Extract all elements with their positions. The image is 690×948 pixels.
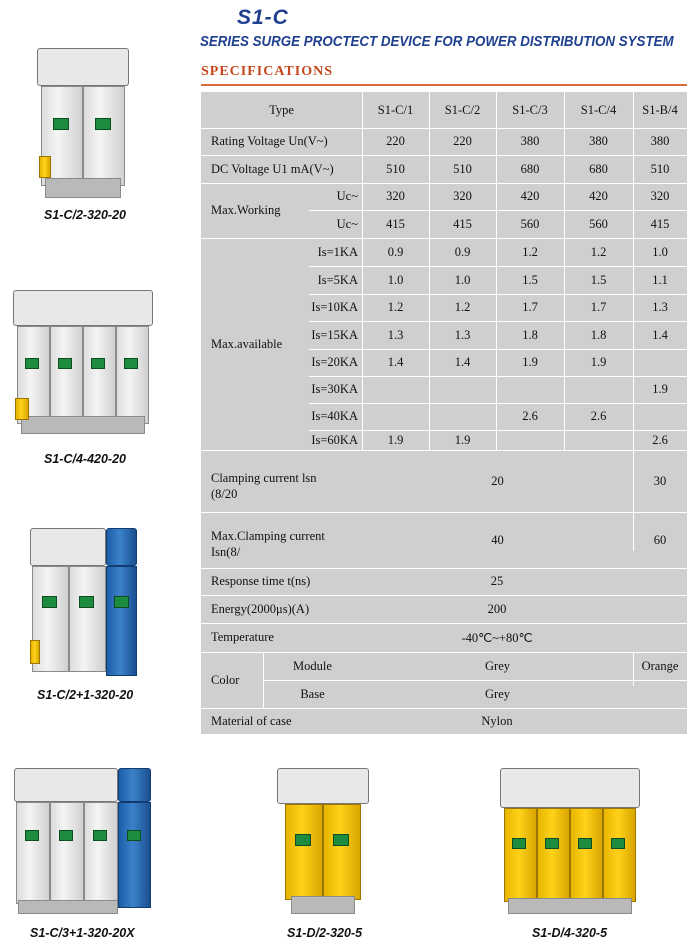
max-clamping-value: 40 bbox=[491, 532, 504, 547]
indicator-window bbox=[545, 838, 559, 849]
table-cell: 510 bbox=[386, 161, 405, 176]
clamping-label-unit: (8/20 bbox=[211, 486, 238, 501]
clamping-value-last: 30 bbox=[653, 473, 667, 488]
table-cell: 1.9 bbox=[387, 432, 404, 447]
table-cell: 0.9 bbox=[454, 244, 471, 259]
table-cell: 1.7 bbox=[522, 300, 538, 314]
table-cell: 560 bbox=[520, 216, 540, 231]
terminal-block bbox=[13, 290, 153, 326]
product-caption: S1-C/2-320-20 bbox=[44, 208, 126, 222]
base-rail bbox=[21, 416, 145, 434]
indicator-window bbox=[93, 830, 107, 841]
table-cell bbox=[362, 376, 429, 403]
table-cell: 1.3 bbox=[387, 327, 404, 342]
row-sublabel: Is=20KA bbox=[311, 355, 358, 369]
terminal-block bbox=[14, 768, 118, 802]
color-module-label: Module bbox=[293, 658, 332, 673]
product-caption: S1-C/2+1-320-20 bbox=[37, 688, 134, 702]
table-cell: 560 bbox=[589, 216, 608, 231]
table-cell: 1.4 bbox=[387, 355, 404, 369]
indicator-window bbox=[578, 838, 592, 849]
table-cell: 1.7 bbox=[590, 300, 607, 314]
product-image bbox=[277, 768, 369, 916]
module bbox=[83, 86, 125, 186]
temperature-value: -40℃~+80℃ bbox=[461, 630, 533, 645]
indicator-window bbox=[91, 358, 105, 369]
terminal-block bbox=[277, 768, 369, 804]
table-cell: 380 bbox=[650, 134, 670, 148]
module bbox=[50, 326, 83, 424]
indicator-window bbox=[124, 358, 138, 369]
mounting-clip bbox=[39, 156, 51, 178]
material-label: Material of case bbox=[211, 713, 292, 728]
module-yellow bbox=[285, 804, 323, 900]
module bbox=[50, 802, 84, 904]
base-rail bbox=[45, 178, 121, 198]
table-cell: 380 bbox=[520, 134, 540, 148]
indicator-window bbox=[295, 834, 311, 846]
table-cell: 2.6 bbox=[590, 409, 607, 423]
color-label: Color bbox=[211, 672, 240, 687]
module-blue bbox=[106, 566, 137, 676]
table-cell: 1.0 bbox=[652, 244, 668, 259]
row-sublabel: Is=15KA bbox=[311, 327, 358, 342]
table-cell: 0.9 bbox=[387, 244, 404, 259]
table-cell: 1.2 bbox=[387, 300, 404, 314]
indicator-window bbox=[53, 118, 69, 130]
table-cell: 1.8 bbox=[522, 327, 538, 342]
max-clamping-label: Max.Clamping current bbox=[211, 528, 325, 543]
table-cell: 420 bbox=[589, 189, 608, 203]
table-cell: 1.9 bbox=[454, 432, 471, 447]
column-header: S1-C/2 bbox=[444, 102, 481, 117]
table-cell: 1.9 bbox=[522, 355, 538, 369]
module bbox=[84, 802, 118, 904]
table-cell: 2.6 bbox=[522, 409, 538, 423]
product-image bbox=[500, 768, 640, 916]
table-cell: 1.0 bbox=[387, 272, 404, 287]
table-cell: 320 bbox=[386, 189, 405, 203]
table-cell bbox=[362, 403, 429, 430]
row-sublabel: Is=5KA bbox=[317, 272, 358, 287]
indicator-window bbox=[114, 596, 129, 608]
indicator-window bbox=[333, 834, 349, 846]
table-cell: 420 bbox=[520, 189, 540, 203]
table-cell: 1.0 bbox=[454, 272, 471, 287]
indicator-window bbox=[611, 838, 625, 849]
table-cell bbox=[429, 376, 496, 403]
table-cell: 1.2 bbox=[522, 244, 538, 259]
row-sublabel: Is=30KA bbox=[311, 382, 358, 396]
module bbox=[116, 326, 149, 424]
table-cell: 220 bbox=[453, 134, 472, 148]
module-yellow bbox=[603, 808, 636, 902]
indicator-window bbox=[25, 830, 39, 841]
table-cell: 2.6 bbox=[652, 432, 668, 447]
module-blue bbox=[118, 802, 151, 908]
mounting-clip bbox=[15, 398, 29, 420]
column-header: S1-C/4 bbox=[580, 102, 617, 117]
page-title: S1-C bbox=[237, 6, 289, 29]
table-cell: 1.1 bbox=[652, 272, 668, 287]
clamping-label: Clamping current lsn bbox=[211, 470, 317, 485]
table-cell: 1.9 bbox=[652, 382, 668, 396]
energy-label: Energy(2000μs)(A) bbox=[211, 601, 310, 616]
table-cell bbox=[429, 403, 496, 430]
column-header: S1-C/1 bbox=[377, 102, 414, 117]
table-cell: 1.3 bbox=[652, 300, 668, 314]
table-cell: 320 bbox=[453, 189, 472, 203]
product-image bbox=[14, 768, 151, 916]
indicator-window bbox=[127, 830, 141, 841]
row-sublabel: Is=40KA bbox=[311, 409, 358, 423]
max-clamping-label-unit: Isn(8/ bbox=[211, 544, 241, 559]
color-module-last: Orange bbox=[641, 658, 679, 673]
product-caption: S1-D/2-320-5 bbox=[287, 926, 363, 940]
base-rail bbox=[508, 898, 632, 914]
dc-voltage-label: DC Voltage U1 mA(V~) bbox=[211, 161, 334, 176]
table-cell: 380 bbox=[589, 134, 608, 148]
product-caption: S1-C/3+1-320-20X bbox=[30, 926, 135, 940]
table-cell bbox=[564, 430, 633, 450]
product-image bbox=[30, 528, 137, 676]
module-yellow bbox=[570, 808, 603, 902]
indicator-window bbox=[59, 830, 73, 841]
energy-value: 200 bbox=[487, 601, 507, 616]
product-caption: S1-D/4-320-5 bbox=[532, 926, 608, 940]
color-module-value: Grey bbox=[485, 658, 510, 673]
indicator-window bbox=[42, 596, 57, 608]
table-cell: 415 bbox=[386, 216, 405, 231]
terminal-block-blue bbox=[106, 528, 137, 566]
indicator-window bbox=[79, 596, 94, 608]
table-cell: 1.5 bbox=[590, 272, 607, 287]
module bbox=[69, 566, 106, 672]
row-sublabel: Uc~ bbox=[336, 189, 358, 203]
table-cell: 320 bbox=[650, 189, 670, 203]
base-rail bbox=[291, 896, 355, 914]
column-header: S1-B/4 bbox=[642, 102, 678, 117]
row-sublabel: Is=60KA bbox=[311, 432, 358, 447]
color-base-label: Base bbox=[300, 686, 325, 701]
page-subtitle: SERIES SURGE PROCTECT DEVICE FOR POWER DISTRIBUTION SYSTEM bbox=[200, 34, 674, 50]
max-clamping-value-last: 60 bbox=[653, 532, 667, 547]
table-cell: 1.4 bbox=[652, 327, 668, 342]
row-sublabel: Uc~ bbox=[336, 216, 358, 231]
indicator-window bbox=[58, 358, 72, 369]
module bbox=[16, 802, 50, 904]
product-caption: S1-C/4-420-20 bbox=[44, 452, 126, 466]
material-value: Nylon bbox=[481, 713, 513, 728]
terminal-block-blue bbox=[118, 768, 151, 802]
row-sublabel: Is=10KA bbox=[311, 300, 358, 314]
table-cell: 1.8 bbox=[590, 327, 607, 342]
table-cell: 680 bbox=[589, 161, 608, 176]
row-sublabel: Is=1KA bbox=[317, 244, 358, 259]
column-header: S1-C/3 bbox=[512, 102, 548, 117]
mounting-clip bbox=[30, 640, 40, 664]
table-cell: 1.2 bbox=[454, 300, 471, 314]
table-cell: 680 bbox=[520, 161, 540, 176]
type-label: Type bbox=[269, 102, 294, 117]
table-cell: 1.9 bbox=[590, 355, 607, 369]
terminal-block bbox=[500, 768, 640, 808]
max-available-label: Max.available bbox=[211, 336, 283, 351]
table-cell: 415 bbox=[650, 216, 670, 231]
table-cell: 1.5 bbox=[522, 272, 538, 287]
module-yellow bbox=[537, 808, 570, 902]
module-yellow bbox=[504, 808, 537, 902]
color-base-value: Grey bbox=[485, 686, 510, 701]
section-rule bbox=[201, 84, 687, 86]
rating-voltage-label: Rating Voltage Un(V~) bbox=[211, 134, 328, 148]
spec-table bbox=[201, 92, 687, 734]
indicator-window bbox=[512, 838, 526, 849]
table-cell: 1.3 bbox=[454, 327, 471, 342]
product-image bbox=[37, 48, 129, 198]
base-rail bbox=[18, 900, 118, 914]
table-cell bbox=[564, 376, 633, 403]
table-cell bbox=[496, 376, 564, 403]
table-cell bbox=[496, 430, 564, 450]
table-cell: 1.4 bbox=[454, 355, 471, 369]
indicator-window bbox=[95, 118, 111, 130]
product-image bbox=[13, 290, 153, 440]
section-heading: SPECIFICATIONS bbox=[201, 64, 333, 79]
max-working-label: Max.Working bbox=[211, 203, 281, 217]
table-cell: 510 bbox=[650, 161, 670, 176]
terminal-block bbox=[37, 48, 129, 86]
table-cell bbox=[633, 403, 687, 430]
module-yellow bbox=[323, 804, 361, 900]
table-cell: 415 bbox=[453, 216, 472, 231]
indicator-window bbox=[25, 358, 39, 369]
temperature-label: Temperature bbox=[211, 630, 274, 644]
table-cell: 510 bbox=[453, 161, 472, 176]
module bbox=[83, 326, 116, 424]
clamping-value: 20 bbox=[491, 473, 504, 488]
table-cell: 220 bbox=[386, 134, 405, 148]
response-label: Response time t(ns) bbox=[211, 574, 311, 588]
table-cell bbox=[633, 349, 687, 376]
table-cell: 1.2 bbox=[590, 244, 607, 259]
response-value: 25 bbox=[490, 574, 504, 588]
terminal-block bbox=[30, 528, 106, 566]
